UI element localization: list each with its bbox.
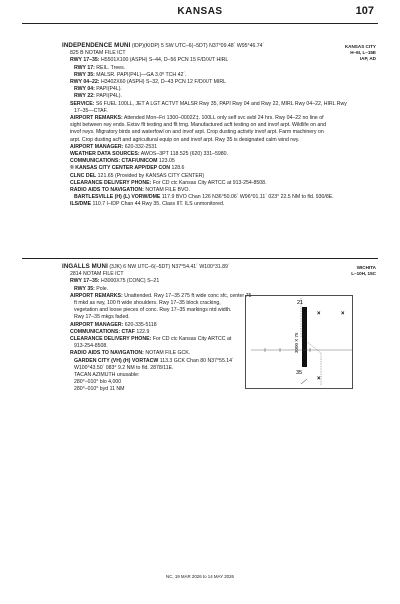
- field-label: WEATHER DATA SOURCES:: [70, 151, 140, 158]
- field-value: 620-335-5118: [123, 321, 157, 328]
- entry-line: [62, 79, 330, 86]
- field-value: REIL. Trees.: [94, 64, 126, 71]
- runway-dimensions: 3000 X 75: [294, 332, 299, 353]
- field-value: 121.65 (Provided by KANSAS CITY CENTER): [96, 172, 205, 179]
- entry-line: [62, 115, 330, 144]
- chart-references-independence: [345, 44, 376, 62]
- entry-line: [62, 72, 330, 79]
- field-label: RWY 17:: [74, 64, 95, 71]
- chart-reference: H–6I, L–15E: [350, 50, 376, 55]
- field-value: 122.9: [134, 328, 150, 335]
- page-number: 107: [355, 5, 374, 17]
- page-footer-effective-dates: NC, 19 MAR 2026 to 14 MAY 2026: [166, 574, 234, 579]
- chart-reference: KANSAS CITY: [344, 44, 376, 49]
- field-value: 913-254-8508.: [74, 343, 108, 350]
- entry-divider: [22, 258, 378, 259]
- field-value: 128.6: [170, 165, 185, 172]
- chart-reference: L–10H, 15C: [351, 271, 376, 276]
- airport-name: INDEPENDENCE MUNI: [62, 42, 131, 49]
- entry-line: [62, 286, 240, 293]
- closed-marker-x: ×: [317, 311, 321, 317]
- field-label: RWY 35:: [74, 285, 95, 292]
- field-value: Unattended. Rwy 17–35 275 ft wide conc sfc, center 75: [122, 292, 252, 299]
- header-divider: [22, 23, 378, 24]
- field-value: ft mkd as rwy, 100 ft wide shoulders. Rwy 17–35 block cracking,: [74, 300, 221, 307]
- pointer-line: [301, 379, 307, 384]
- entry-line: [62, 144, 330, 151]
- field-label: AIRPORT REMARKS:: [70, 115, 123, 122]
- airport-heading-details: (IDP)(KIDP) 5 SW UTC–6(–5DT) N37°09.48´ W95°46.74´: [130, 43, 265, 49]
- entry-line: [62, 271, 240, 278]
- field-value: For CD ctc Kansas City ARTCC at: [151, 336, 232, 343]
- entry-line: [62, 314, 240, 321]
- field-value: 280°–010° blo 4,000: [74, 379, 122, 386]
- entry-heading: [62, 263, 240, 271]
- entry-line: [62, 50, 330, 57]
- entry-line: [62, 108, 330, 115]
- field-value: 123.05: [157, 158, 175, 165]
- chart-reference: WICHITA: [356, 265, 376, 270]
- entry-line: [62, 292, 252, 300]
- field-label: RADIO AIDS TO NAVIGATION:: [70, 187, 144, 194]
- field-value: PAPI(P4L).: [94, 93, 122, 100]
- runway-number-bottom: 35: [296, 370, 303, 376]
- field-value: 17–35—CTAF.: [74, 107, 108, 114]
- entry-line: [62, 180, 330, 187]
- field-label: RWY 04:: [74, 86, 95, 93]
- field-label: RWY 22:: [74, 93, 95, 100]
- airport-heading-details: (3JK) 6 NW UTC–6(–5DT) N37°54.41´ W100°31.89´: [107, 264, 230, 270]
- field-value: H3402X60 (ASPH) S–32, D–43 PCN 12 F/D/X/T MIRL: [99, 79, 226, 86]
- field-value: 113.3 GCK Chan 80 N37°55.14´: [158, 357, 234, 364]
- runway-number-top: 21: [297, 300, 304, 306]
- field-value: For CD ctc Kansas City ARTCC at 913-254-8508.: [151, 179, 267, 186]
- field-value: S6 FUEL 100LL, JET A LGT ACTVT MALSR Rwy 35, PAPI Rwy 04 and Rwy 22, MIRL Rwy 04–22, HIRL Rwy: [94, 100, 347, 107]
- field-label: RADIO AIDS TO NAVIGATION:: [70, 350, 144, 357]
- closed-marker-x: ×: [341, 311, 345, 317]
- field-value: H3000X75 (CONC) S–21: [99, 278, 160, 285]
- field-value: NOTAM FILE BVO.: [143, 187, 190, 194]
- airport-name: INGALLS MUNI: [62, 263, 108, 270]
- field-value: Pole.: [94, 285, 109, 292]
- entry-line: [62, 86, 330, 93]
- entry-line: [62, 187, 330, 194]
- field-value: 620-332-2531: [123, 143, 158, 150]
- chart-reference: IAP, AD: [359, 56, 376, 61]
- entry-line: [62, 372, 240, 379]
- entry-line: [62, 201, 330, 208]
- field-label: RWY 04–22:: [70, 79, 100, 86]
- field-label: SERVICE:: [70, 100, 95, 107]
- entry-line: [62, 350, 240, 357]
- field-value: W100°43.50´ 083° 9.2 NM to fld. 2878/11E.: [74, 364, 174, 371]
- field-value: vegetation and loose pieces of conc. Rwy 17–35 markings ntd width.: [74, 307, 232, 314]
- field-label: CLEARANCE DELIVERY PHONE:: [70, 179, 152, 186]
- entry-line: [62, 329, 240, 336]
- field-label: BARTLESVILLE (H) (L) VORW/DME: [74, 194, 161, 201]
- entry-line: [62, 379, 240, 386]
- field-label: AIRPORT MANAGER:: [70, 321, 124, 328]
- entry-line: [62, 173, 330, 180]
- field-value: 117.9 BVO Chan 126 N36°50.06´ W96°01.11´ 023° 22.5 NM to fld. 930/8E.: [160, 194, 334, 201]
- airport-entry-independence: [62, 42, 347, 209]
- entry-line: [62, 336, 240, 343]
- field-label: GARDEN CITY (VH) (H) VORTACW: [74, 357, 159, 364]
- field-value: H5501X100 (ASPH) S–44, D–56 PCN 15 F/D/X/T HIRL: [99, 57, 229, 64]
- entry-line: [62, 386, 240, 393]
- airport-diagram: [245, 295, 353, 389]
- entry-line: [62, 100, 347, 108]
- field-value: AWOS–3PT 118.525 (620) 331–5980.: [139, 151, 228, 158]
- entry-line: [62, 151, 330, 158]
- runway-17-35: [302, 307, 307, 367]
- field-value: 825 B NOTAM FILE ICT: [70, 50, 126, 57]
- page-state-title: KANSAS: [177, 6, 223, 17]
- closed-marker-x: ×: [317, 376, 321, 382]
- entry-line: [62, 93, 330, 100]
- field-value: NOTAM FILE GCK.: [143, 350, 191, 357]
- field-value: Rwy 17–35 mkgs faded.: [74, 314, 130, 321]
- field-value: Attended Mon–Fri 1300–0002Z‡. 100LL only self svc avbl 24 hrs. Rwy 04–22 no line of sight between rwy ends. Extsv flt testing and flt trng. Manufactured acft testing on and invof arpt. Wildlife on and invof rwys. Migratory birds and waterfowl on and invof arpt. Crop dusting activity invof arpt. Farm machinery on arpt. Crop dusting acft and agricultural equip on and invof arpt. Rwy 35 is designated calm wind rwy.: [70, 115, 327, 143]
- field-label: ILS/DME: [70, 201, 92, 208]
- airport-entry-ingalls: [62, 263, 252, 394]
- field-label: AIRPORT MANAGER:: [70, 143, 124, 150]
- entry-line: [62, 358, 240, 365]
- entry-line: [62, 365, 240, 372]
- entry-line: [62, 300, 240, 307]
- chart-references-ingalls: [351, 265, 376, 277]
- field-label: RWY 17–35:: [70, 57, 100, 64]
- field-value: PAPI(P4L).: [94, 86, 122, 93]
- entry-heading: [62, 42, 330, 50]
- entry-line: [62, 165, 330, 172]
- entry-line: [62, 278, 240, 285]
- entry-line: [62, 307, 240, 314]
- field-label: COMMUNICATIONS: CTAF: [70, 328, 135, 335]
- entry-line: [62, 194, 334, 201]
- field-label: CLNC DEL: [70, 172, 97, 179]
- field-value: TACAN AZIMUTH unusable:: [74, 372, 140, 379]
- field-label: AIRPORT REMARKS:: [70, 292, 123, 299]
- field-label: RWY 17–35:: [70, 278, 100, 285]
- field-label: ® KANSAS CITY CENTER APP/DEP CON: [70, 165, 170, 172]
- entry-line: [62, 322, 240, 329]
- field-label: CLEARANCE DELIVERY PHONE:: [70, 336, 152, 343]
- entry-line: [62, 57, 330, 64]
- field-value: 280°–010° byd 11 NM: [74, 386, 125, 393]
- field-value: 2814 NOTAM FILE ICT: [70, 271, 124, 278]
- field-value: MALSR. PAPI(P4L)—GA 3.0º TCH 42´.: [94, 71, 187, 78]
- field-label: COMMUNICATIONS: CTAF/UNICOM: [70, 158, 158, 165]
- field-label: RWY 35:: [74, 71, 95, 78]
- entry-line: [62, 343, 240, 350]
- entry-line: [62, 65, 330, 72]
- field-value: 110.7 I–IDP Chan 44 Rwy 35. Class IIT. ILS unmonitored.: [91, 201, 225, 208]
